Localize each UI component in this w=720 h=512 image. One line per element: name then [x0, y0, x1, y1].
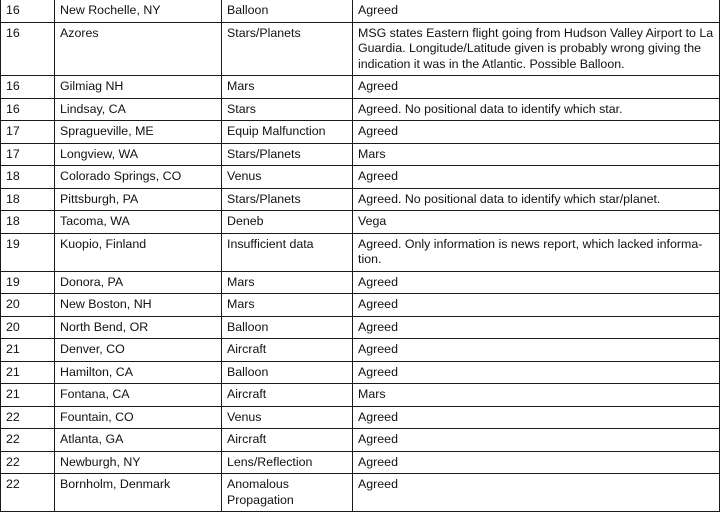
table-row	[1, 166, 720, 189]
day-cell: 17	[1, 143, 55, 166]
location-cell: Gilmiag NH	[55, 76, 222, 99]
location-cell: Donora, PA	[55, 271, 222, 294]
comment-cell: Agreed	[353, 451, 720, 474]
comment-cell: Agreed. Only information is news report, which lacked informa-tion.	[353, 233, 720, 271]
comment-cell: Agreed. No positional data to identify which star/planet.	[353, 188, 720, 211]
location-cell: Pittsburgh, PA	[55, 188, 222, 211]
evaluation-cell: Balloon	[222, 316, 353, 339]
comment-cell: Agreed	[353, 0, 720, 22]
day-cell: 20	[1, 316, 55, 339]
table-row	[1, 143, 720, 166]
table-row	[1, 188, 720, 211]
comment-cell: Agreed	[353, 361, 720, 384]
evaluation-cell: Balloon	[222, 0, 353, 22]
evaluation-cell: Mars	[222, 76, 353, 99]
table-row	[1, 339, 720, 362]
location-cell: Lindsay, CA	[55, 98, 222, 121]
day-cell: 18	[1, 166, 55, 189]
evaluation-cell: Aircraft	[222, 384, 353, 407]
table-row	[1, 451, 720, 474]
location-cell: Newburgh, NY	[55, 451, 222, 474]
table-row	[1, 294, 720, 317]
table-row	[1, 121, 720, 144]
table-row	[1, 22, 720, 76]
evaluation-cell: Insufficient data	[222, 233, 353, 271]
comment-cell: Agreed. No positional data to identify which star.	[353, 98, 720, 121]
location-cell: Fountain, CO	[55, 406, 222, 429]
location-cell: New Rochelle, NY	[55, 0, 222, 22]
comment-cell: Agreed	[353, 474, 720, 512]
day-cell: 19	[1, 271, 55, 294]
location-cell: Spragueville, ME	[55, 121, 222, 144]
evaluation-cell: Aircraft	[222, 339, 353, 362]
evaluation-cell: Anomalous Propagation	[222, 474, 353, 512]
table-row	[1, 271, 720, 294]
comment-cell: Agreed	[353, 271, 720, 294]
location-cell: Azores	[55, 22, 222, 76]
day-cell: 19	[1, 233, 55, 271]
table-row	[1, 429, 720, 452]
comment-cell: Agreed	[353, 429, 720, 452]
location-cell: Kuopio, Finland	[55, 233, 222, 271]
evaluation-cell: Equip Malfunction	[222, 121, 353, 144]
evaluation-cell: Stars/Planets	[222, 143, 353, 166]
comment-cell: Vega	[353, 211, 720, 234]
location-cell: Tacoma, WA	[55, 211, 222, 234]
evaluation-cell: Stars/Planets	[222, 22, 353, 76]
table-row	[1, 361, 720, 384]
location-cell: Denver, CO	[55, 339, 222, 362]
table-row	[1, 0, 720, 22]
evaluation-cell: Lens/Reflection	[222, 451, 353, 474]
day-cell: 16	[1, 22, 55, 76]
day-cell: 21	[1, 384, 55, 407]
day-cell: 16	[1, 0, 55, 22]
comment-cell: Agreed	[353, 166, 720, 189]
comment-cell: Agreed	[353, 316, 720, 339]
comment-cell: Agreed	[353, 294, 720, 317]
location-cell: North Bend, OR	[55, 316, 222, 339]
evaluation-cell: Deneb	[222, 211, 353, 234]
evaluation-cell: Stars	[222, 98, 353, 121]
day-cell: 18	[1, 211, 55, 234]
location-cell: Longview, WA	[55, 143, 222, 166]
evaluation-cell: Venus	[222, 166, 353, 189]
comment-cell: Agreed	[353, 121, 720, 144]
day-cell: 22	[1, 406, 55, 429]
location-cell: Fontana, CA	[55, 384, 222, 407]
comment-cell: Mars	[353, 143, 720, 166]
comment-cell: MSG states Eastern flight going from Hudson Valley Airport to La Guardia. Longitude/Latitude given is probably wrong giving the indication it was in the Atlantic. Possible Balloon.	[353, 22, 720, 76]
table-row	[1, 406, 720, 429]
day-cell: 20	[1, 294, 55, 317]
location-cell: Bornholm, Denmark	[55, 474, 222, 512]
day-cell: 21	[1, 361, 55, 384]
day-cell: 21	[1, 339, 55, 362]
day-cell: 17	[1, 121, 55, 144]
day-cell: 22	[1, 429, 55, 452]
evaluation-cell: Mars	[222, 294, 353, 317]
evaluation-cell: Stars/Planets	[222, 188, 353, 211]
day-cell: 18	[1, 188, 55, 211]
evaluation-cell: Balloon	[222, 361, 353, 384]
table-row	[1, 316, 720, 339]
day-cell: 22	[1, 451, 55, 474]
evaluation-cell: Mars	[222, 271, 353, 294]
table-row	[1, 211, 720, 234]
table-row	[1, 474, 720, 512]
table-row	[1, 233, 720, 271]
table-row	[1, 76, 720, 99]
evaluation-cell: Venus	[222, 406, 353, 429]
location-cell: New Boston, NH	[55, 294, 222, 317]
table-body	[1, 0, 720, 512]
day-cell: 16	[1, 76, 55, 99]
location-cell: Colorado Springs, CO	[55, 166, 222, 189]
evaluation-cell: Aircraft	[222, 429, 353, 452]
comment-cell: Agreed	[353, 406, 720, 429]
comment-cell: Mars	[353, 384, 720, 407]
day-cell: 16	[1, 98, 55, 121]
day-cell: 22	[1, 474, 55, 512]
comment-cell: Agreed	[353, 76, 720, 99]
table-row	[1, 98, 720, 121]
comment-cell: Agreed	[353, 339, 720, 362]
table-row	[1, 384, 720, 407]
location-cell: Atlanta, GA	[55, 429, 222, 452]
location-cell: Hamilton, CA	[55, 361, 222, 384]
